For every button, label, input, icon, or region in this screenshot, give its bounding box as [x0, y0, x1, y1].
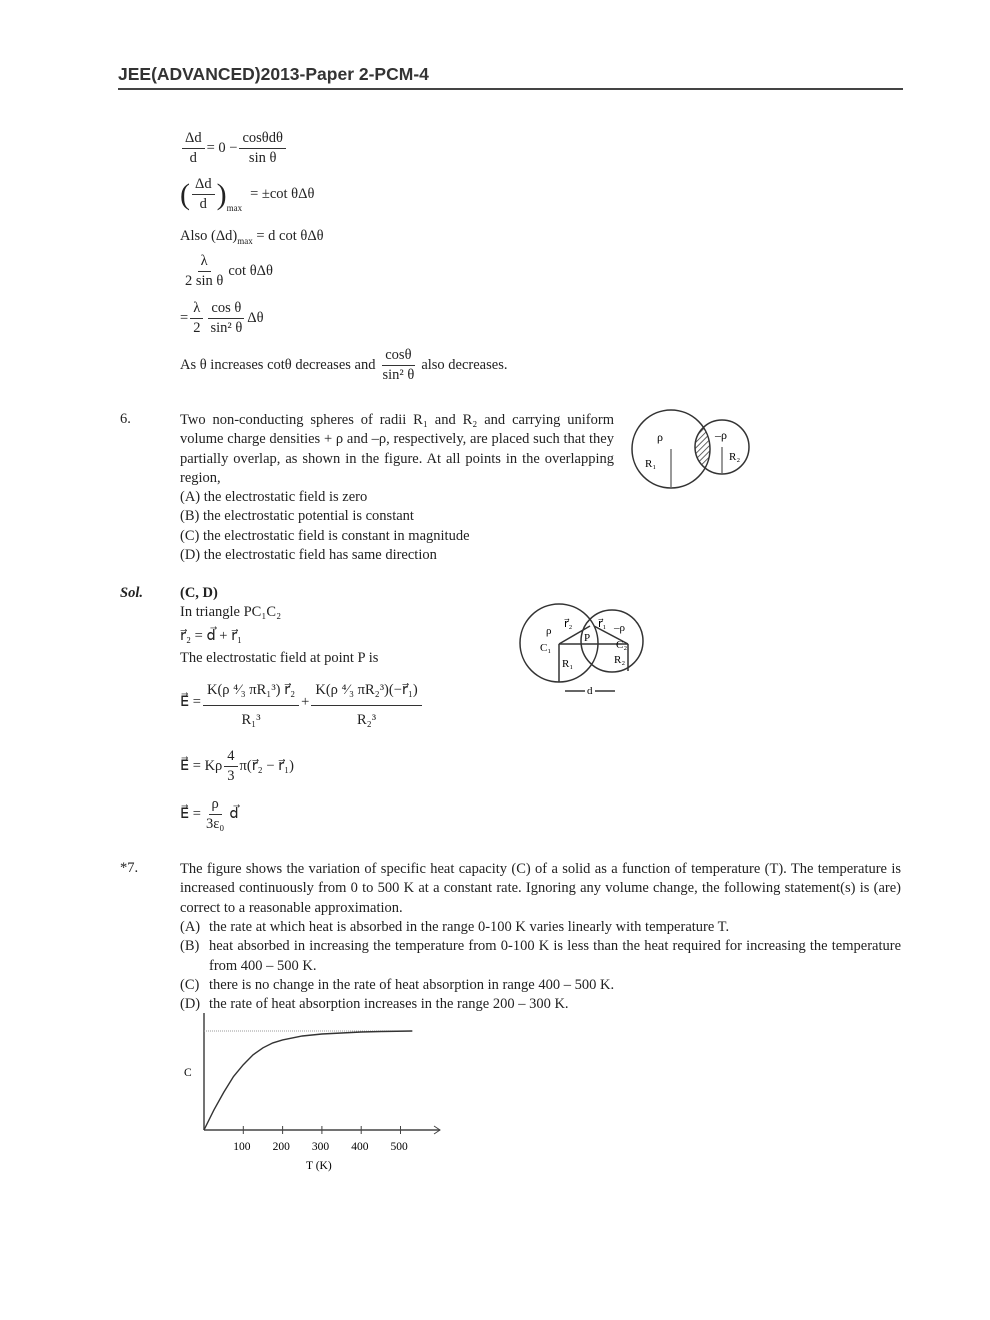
x-tick-label: 100 [233, 1141, 251, 1153]
x-tick-label: 200 [272, 1141, 290, 1153]
eq-text: Δθ [247, 310, 264, 326]
eq-num: Δd [192, 176, 215, 195]
eq-num: cosθ [382, 347, 414, 366]
eq-num: K(ρ ⁴⁄₃ πR₁³) r⃗₂ [203, 676, 299, 706]
option-d: (D) the electrostatic field has same direction [180, 546, 437, 563]
x-tick-label: 400 [351, 1141, 369, 1153]
page-header: JEE(ADVANCED)2013-Paper 2-PCM-4 [118, 64, 429, 84]
option-c [180, 976, 901, 995]
eq-text: d⃗ [229, 806, 239, 822]
eq-num: Δd [182, 130, 205, 149]
option-tag: (C) [180, 976, 200, 993]
header-rule [118, 88, 903, 90]
eq-den: sin² θ [210, 320, 243, 336]
eq-num: ρ [209, 796, 222, 815]
eq-text: = d cot θΔθ [252, 228, 324, 244]
y-axis-label: C [184, 1067, 192, 1079]
eq-num: cos θ [208, 300, 244, 319]
option-b: (B) the electrostatic potential is constant [180, 508, 414, 525]
eq-text: = ±cot θΔθ [250, 186, 315, 202]
option-b [180, 937, 901, 976]
eq-text: π(r⃗₂ − r⃗₁) [239, 758, 294, 774]
solution-line: The electrostatic field at point P is [180, 650, 379, 666]
overlapping-spheres-figure [625, 405, 755, 495]
eq-den: 2 [193, 320, 201, 336]
option-text: there is no change in the rate of heat absorption in range 400 – 500 K. [209, 976, 615, 993]
options-list [180, 918, 901, 1014]
label-c1: C₁ [540, 642, 552, 654]
label-r1: R₁ [645, 458, 657, 470]
specific-heat-curve [204, 1031, 412, 1130]
option-tag: (B) [180, 938, 200, 955]
label-r1-vector: r⃗₁ [598, 618, 607, 630]
option-tag: (A) [180, 919, 201, 935]
eq-text: cot θΔθ [228, 263, 273, 279]
eq-den: d [189, 150, 197, 166]
eq-den: 3 [227, 768, 235, 784]
eq-text: = [180, 310, 189, 326]
eq-text: + [301, 694, 310, 710]
label-minus-rho: –ρ [614, 622, 625, 634]
label-d: d [587, 685, 593, 697]
eq-den: d [199, 196, 207, 212]
field-equation-2 [180, 748, 294, 785]
field-equation-3 [180, 796, 239, 833]
equation-1 [180, 130, 288, 167]
equation-6 [180, 347, 507, 384]
label-c2: C₂ [616, 639, 628, 651]
eq-num: λ [198, 253, 211, 272]
label-rho: ρ [546, 625, 552, 637]
eq-den: sin θ [248, 150, 277, 166]
label-r2: R₂ [614, 654, 626, 666]
option-a [180, 918, 901, 937]
option-a: (A) the electrostatic field is zero [180, 489, 368, 505]
equation-3 [180, 228, 324, 246]
option-text: heat absorbed in increasing the temperature from 0-100 K is less than the heat required for increasing the temperature from 400 – 500 K. [209, 938, 901, 974]
triangle-figure [515, 600, 650, 705]
solution-line: r⃗₂ = d⃗ + r⃗₁ [180, 628, 243, 644]
label-r2-vector: r⃗₂ [564, 618, 573, 630]
eq-text: E⃗ = [180, 806, 201, 822]
question-number: *7. [120, 860, 139, 876]
solution-label: Sol. [120, 585, 143, 601]
equation-2: ( $\frac{\Delta d}{d}$ ) $_{max}$ = ±cot θΔθ [180, 176, 315, 213]
eq-text: E⃗ = [180, 694, 201, 710]
sphere-2 [581, 610, 643, 672]
specific-heat-graph [170, 1005, 450, 1180]
label-p: P [584, 632, 591, 644]
eq-num: cosθdθ [239, 130, 285, 149]
equation-4 [180, 253, 273, 290]
eq-text: = 0 − [206, 140, 238, 156]
question-text: Two non-conducting spheres of radii R₁ and R₂ and carrying uniform volume charge densities + ρ and –ρ, respectively, are placed such that they partially overlap, as shown in the figure. At all points in the overlapping region, [180, 412, 614, 486]
label-rho: ρ [657, 430, 663, 444]
eq-num: 4 [224, 748, 237, 767]
eq-den: R₁³ [241, 712, 261, 728]
label-r2: R₂ [729, 451, 741, 463]
label-r1: R₁ [562, 658, 574, 670]
option-tag: (D) [180, 996, 201, 1013]
eq-den: R₂³ [357, 712, 377, 728]
option-text: the rate of heat absorption increases in the range 200 – 300 K. [209, 996, 569, 1013]
option-text: the rate at which heat is absorbed in the range 0-100 K varies linearly with temperature T. [209, 919, 730, 935]
solution-answer: (C, D) [180, 585, 218, 601]
x-axis-label: T (K) [306, 1160, 332, 1172]
eq-sub: max [237, 235, 253, 246]
x-tick-label: 300 [311, 1141, 330, 1153]
eq-den: 3ε₀ [205, 816, 225, 832]
eq-text: As θ increases cotθ decreases and [180, 357, 376, 373]
eq-text: Also (Δd) [180, 228, 238, 244]
label-minus-rho: –ρ [715, 428, 727, 442]
eq-text: also decreases. [421, 357, 508, 373]
eq-sub: max [226, 203, 243, 213]
eq-num: K(ρ ⁴⁄₃ πR₂³)(−r⃗₁) [311, 676, 421, 706]
solution-line: In triangle PC₁C₂ [180, 604, 282, 620]
eq-den: 2 sin θ [185, 273, 224, 289]
question-number: 6. [120, 411, 131, 427]
equation-5 [180, 300, 264, 337]
eq-den: sin² θ [382, 367, 415, 383]
options-list [180, 488, 620, 565]
eq-text: E⃗ = Kρ [180, 758, 223, 774]
question-text: The figure shows the variation of specific heat capacity (C) of a solid as a function of temperature (T). The temperature is increased continuously from 0 to 500 K at a constant rate. Ignoring any volume change, the following statement(s) is (are) correct to a reasonable approximation. [180, 861, 901, 916]
option-c: (C) the electrostatic field is constant in magnitude [180, 527, 470, 544]
eq-num: λ [190, 300, 203, 319]
x-tick-label: 500 [390, 1141, 408, 1153]
field-equation [180, 676, 424, 729]
